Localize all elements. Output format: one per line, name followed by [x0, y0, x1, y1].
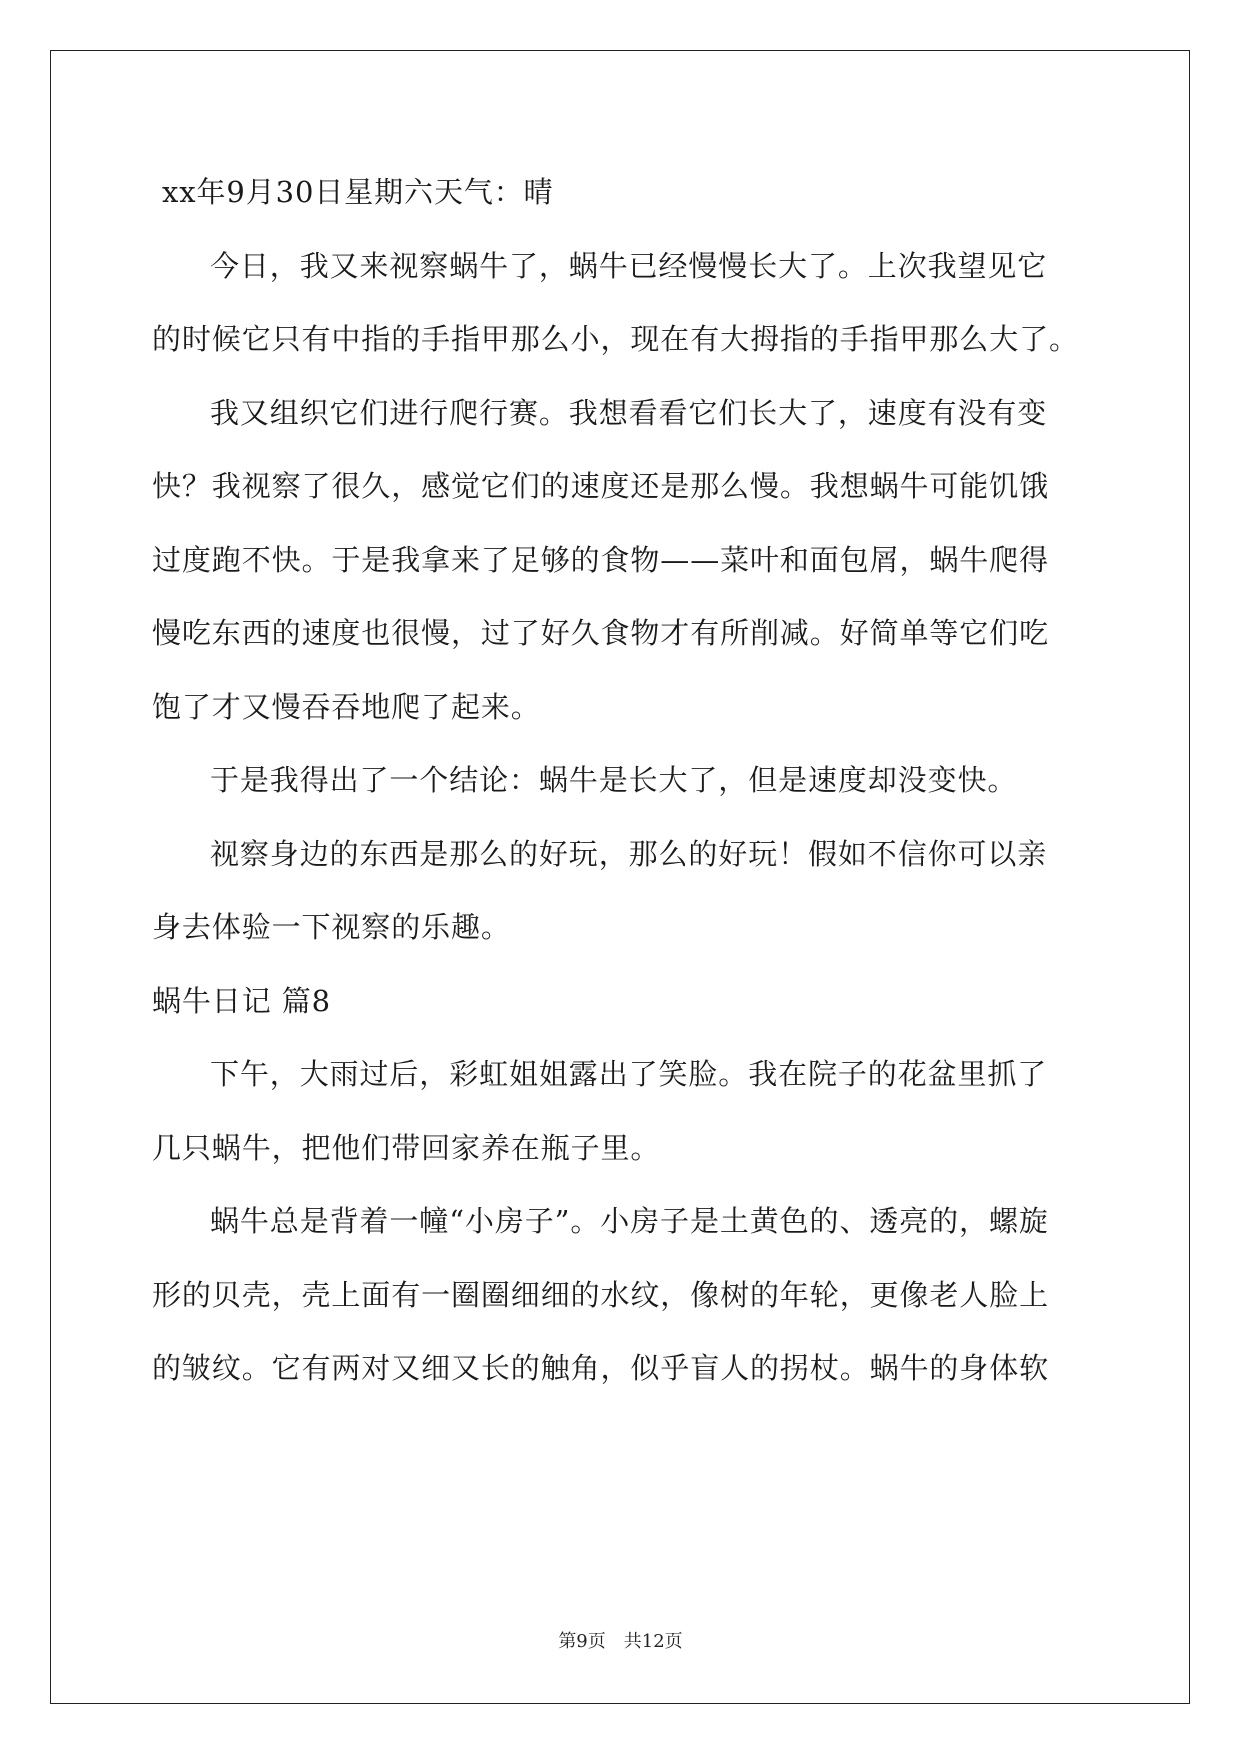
paragraph-line: 几只蜗牛，把他们带回家养在瓶子里。 [152, 1131, 661, 1165]
page-border [50, 50, 1190, 1704]
paragraph-line: 蜗牛总是背着一幢“小房子”。小房子是土黄色的、透亮的，螺旋 [210, 1204, 1049, 1238]
paragraph-line: 视察身边的东西是那么的好玩，那么的好玩！假如不信你可以亲 [210, 837, 1048, 871]
paragraph-line: 形的贝壳，壳上面有一圈圈细细的水纹，像树的年轮，更像老人脸上 [152, 1278, 1050, 1312]
paragraph-line: 身去体验一下视察的乐趣。 [152, 910, 511, 944]
paragraph-line: 下午，大雨过后，彩虹姐姐露出了笑脸。我在院子的花盆里抓了 [210, 1057, 1048, 1091]
paragraph-line: 快？我视察了很久，感觉它们的速度还是那么慢。我想蜗牛可能饥饿 [152, 469, 1050, 503]
paragraph-line: 过度跑不快。于是我拿来了足够的食物——菜叶和面包屑，蜗牛爬得 [152, 543, 1050, 577]
paragraph-line: 的皱纹。它有两对又细又长的触角，似乎盲人的拐杖。蜗牛的身体软 [152, 1351, 1050, 1385]
paragraph-line: 饱了才又慢吞吞地爬了起来。 [152, 690, 541, 724]
paragraph-line: 今日，我又来视察蜗牛了，蜗牛已经慢慢长大了。上次我望见它 [210, 249, 1048, 283]
section-heading: 蜗牛日记 篇8 [152, 984, 331, 1018]
paragraph-line: 我又组织它们进行爬行赛。我想看看它们长大了，速度有没有变 [210, 396, 1048, 430]
diary-date-line: xx年9月30日星期六天气：晴 [162, 175, 554, 209]
paragraph-line: 慢吃东西的速度也很慢，过了好久食物才有所削减。好简单等它们吃 [152, 616, 1050, 650]
paragraph-line: 的时候它只有中指的手指甲那么小，现在有大拇指的手指甲那么大了。 [152, 322, 1079, 356]
paragraph-line: 于是我得出了一个结论：蜗牛是长大了，但是速度却没变快。 [210, 763, 1018, 797]
page-number-footer: 第9页 共12页 [558, 1631, 683, 1652]
